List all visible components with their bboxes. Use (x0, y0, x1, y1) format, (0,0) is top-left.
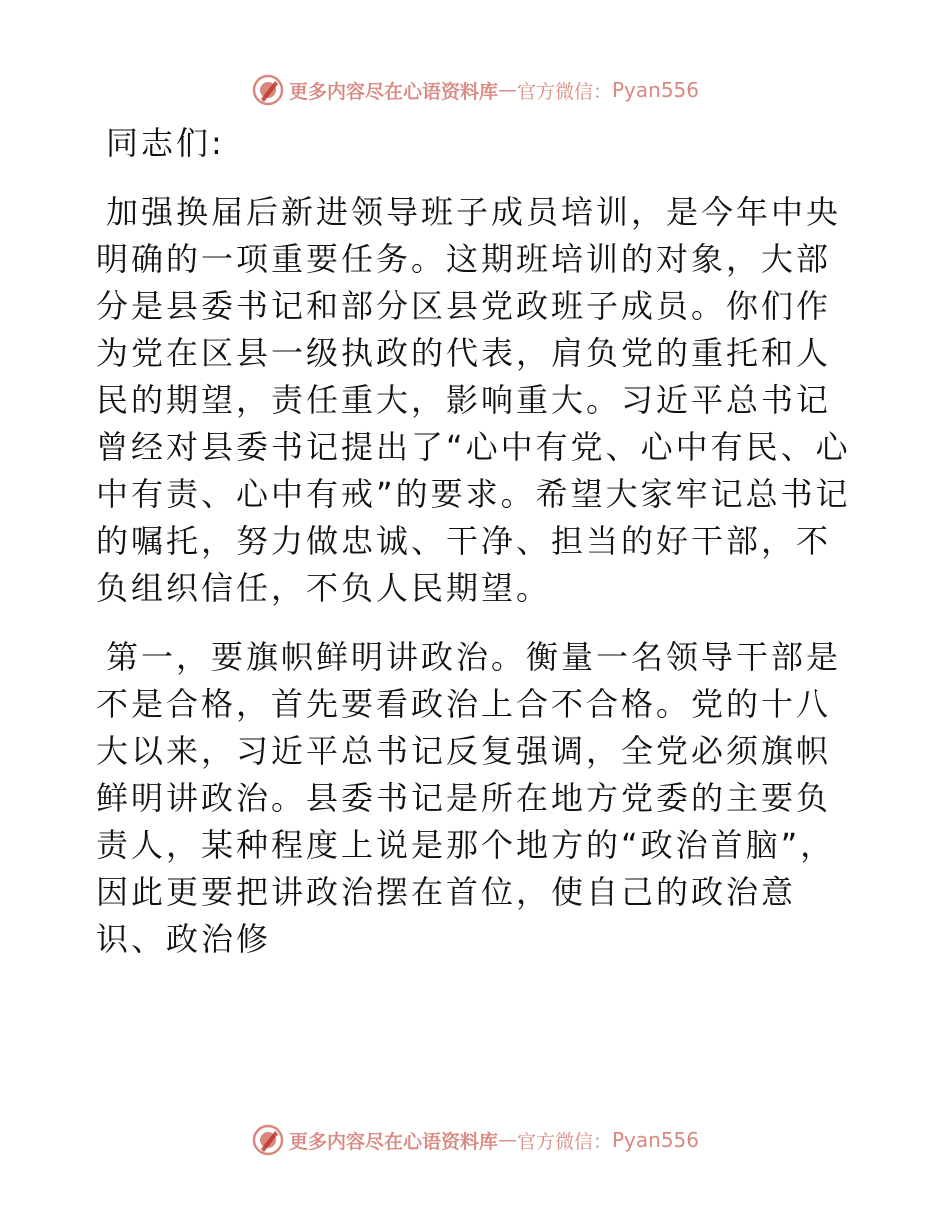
document-body (96, 120, 856, 985)
watermark-brand-text: 更多内容尽在心语资料库 (288, 1130, 498, 1153)
bottom-watermark-banner (0, 1120, 950, 1160)
watermark-label: 官方微信： (516, 80, 612, 103)
watermark-label: 官方微信： (516, 1130, 612, 1153)
top-watermark-banner (0, 70, 950, 110)
watermark-handle: Pyan556 (612, 1128, 700, 1152)
brand-logo-icon (251, 1123, 285, 1157)
watermark-separator: — (497, 79, 517, 101)
paragraph-intro: 加强换届后新进领导班子成员培训，是今年中央明确的一项重要任务。这期班培训的对象，大部分是县委书记和部分区县党政班子成员。你们作为党在区县一级执政的代表，肩负党的重托和人民的期望，责任重大，影响重大。习近平总书记曾经对县委书记提出了“心中有党、心中有民、心中有责、心中有戒”的要求。希望大家牢记总书记的嘱托，努力做忠诚、干净、担当的好干部，不负组织信任，不负人民期望。 (96, 193, 851, 607)
watermark-separator: — (497, 1129, 517, 1151)
brand-logo-icon (251, 73, 285, 107)
watermark-brand-text: 更多内容尽在心语资料库 (288, 80, 498, 103)
watermark-handle: Pyan556 (612, 78, 700, 102)
paragraph-first-point: 第一，要旗帜鲜明讲政治。衡量一名领导干部是不是合格，首先要看政治上合不合格。党的十八大以来，习近平总书记反复强调，全党必须旗帜鲜明讲政治。县委书记是所在地方党委的主要负责人，某种程度上说是那个地方的“政治首脑”，因此更要把讲政治摆在首位，使自己的政治意识、政治修 (96, 638, 842, 958)
greeting: 同志们: (106, 124, 225, 162)
